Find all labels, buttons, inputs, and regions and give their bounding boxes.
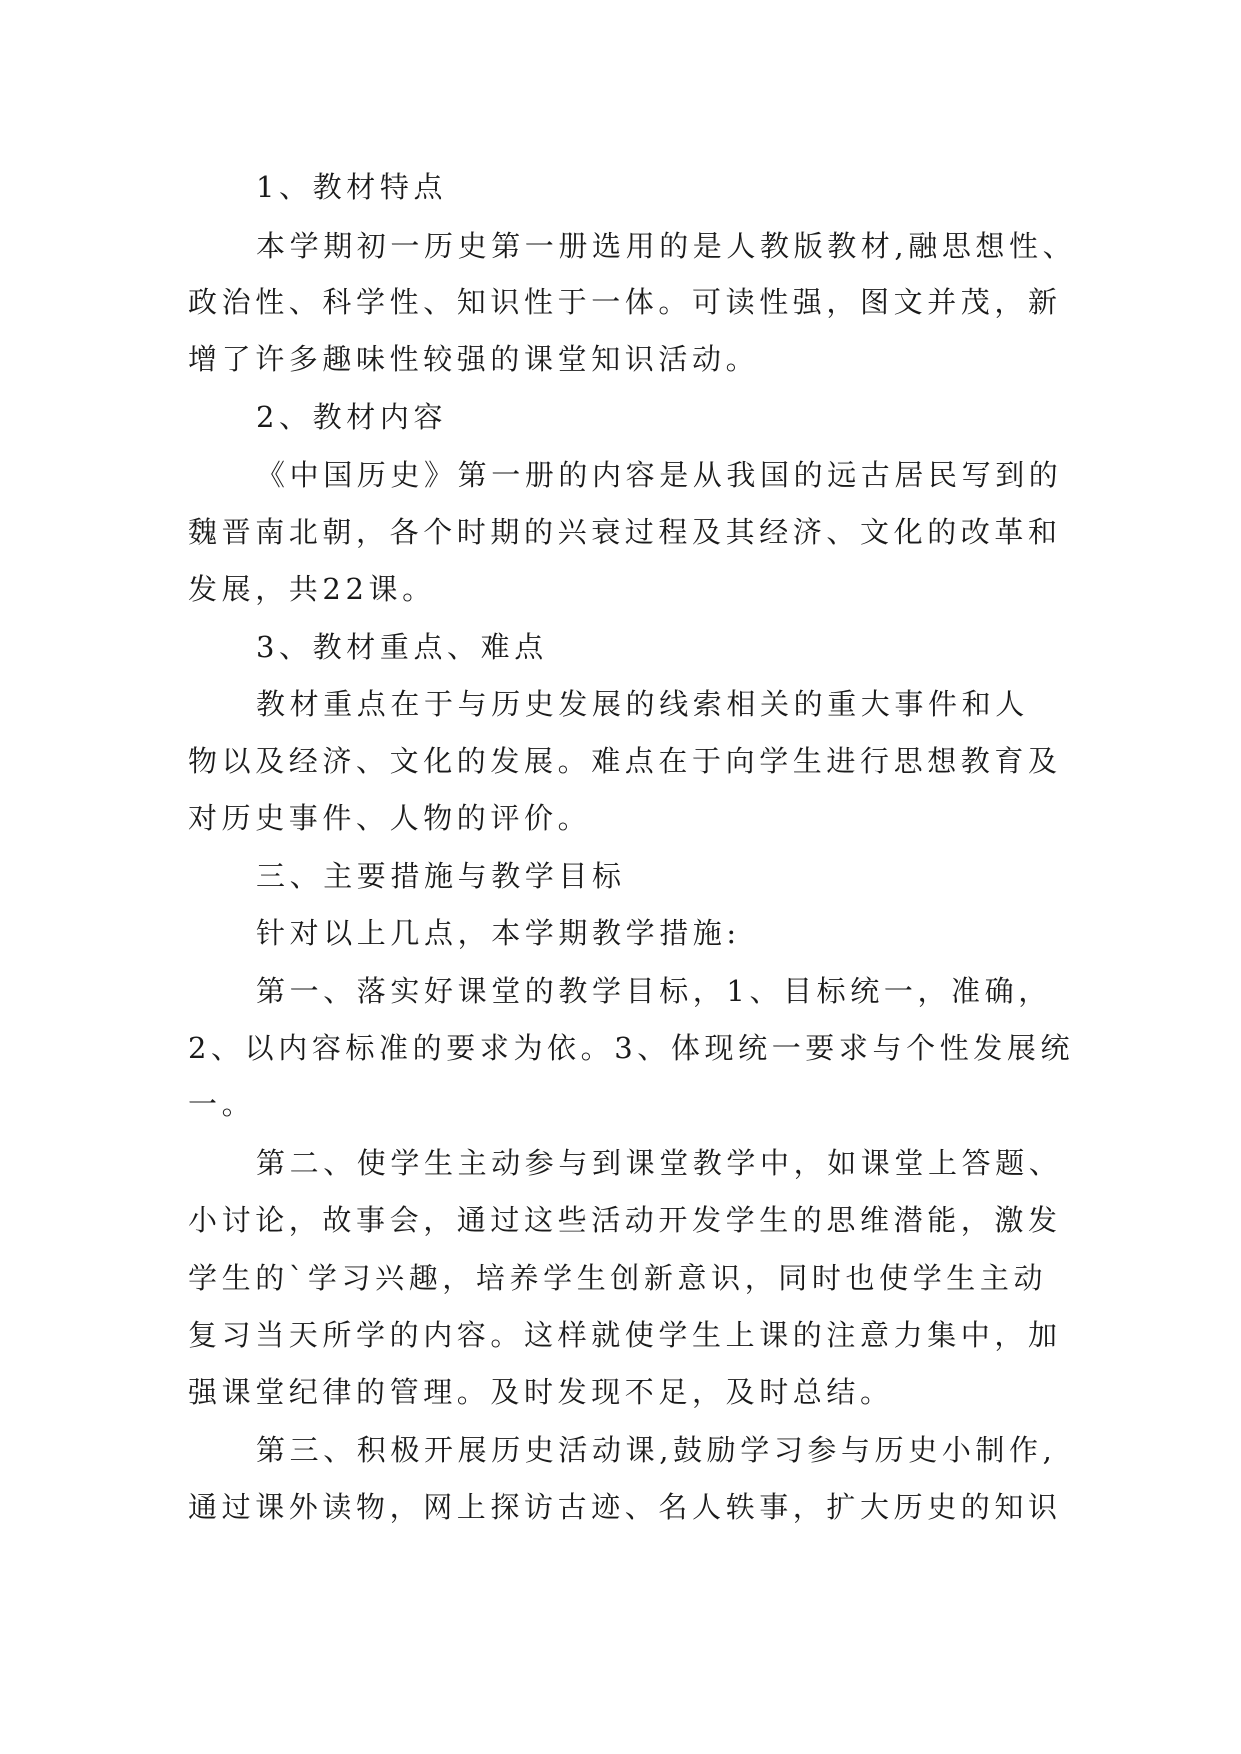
heading-key-points: 3、教材重点、难点 bbox=[256, 630, 548, 664]
paragraph-line: 魏晋南北朝，各个时期的兴衰过程及其经济、文化的改革和 bbox=[188, 515, 1062, 549]
paragraph-line: 政治性、科学性、知识性于一体。可读性强，图文并茂，新 bbox=[188, 285, 1062, 319]
paragraph-line: 第三、积极开展历史活动课,鼓励学习参与历史小制作, bbox=[256, 1433, 1057, 1467]
paragraph-line: 针对以上几点，本学期教学措施: bbox=[256, 916, 741, 950]
paragraph-line: 物以及经济、文化的发展。难点在于向学生进行思想教育及 bbox=[188, 744, 1062, 778]
paragraph-line: 一。 bbox=[188, 1087, 256, 1121]
paragraph-line: 增了许多趣味性较强的课堂知识活动。 bbox=[188, 342, 760, 376]
paragraph-line: 《中国历史》第一册的内容是从我国的远古居民写到的 bbox=[256, 458, 1063, 492]
heading-textbook-features: 1、教材特点 bbox=[256, 170, 448, 204]
paragraph-line: 对历史事件、人物的评价。 bbox=[188, 801, 592, 835]
paragraph-line: 2、以内容标准的要求为依。3、体现统一要求与个性发展统 bbox=[188, 1031, 1075, 1065]
paragraph-line: 本学期初一历史第一册选用的是人教版教材,融思想性、 bbox=[256, 229, 1077, 263]
paragraph-line: 通过课外读物，网上探访古迹、名人轶事，扩大历史的知识 bbox=[188, 1490, 1062, 1524]
paragraph-line: 发展，共22课。 bbox=[188, 572, 436, 606]
paragraph-line: 第一、落实好课堂的教学目标，1、目标统一，准确， bbox=[256, 974, 1052, 1008]
paragraph-line: 教材重点在于与历史发展的线索相关的重大事件和人 bbox=[256, 687, 1029, 721]
paragraph-line: 学生的`学习兴趣，培养学生创新意识，同时也使学生主动 bbox=[188, 1261, 1048, 1295]
paragraph-line: 强课堂纪律的管理。及时发现不足，及时总结。 bbox=[188, 1375, 894, 1409]
paragraph-line: 小讨论，故事会，通过这些活动开发学生的思维潜能，激发 bbox=[188, 1203, 1062, 1237]
paragraph-line: 第二、使学生主动参与到课堂教学中，如课堂上答题、 bbox=[256, 1146, 1063, 1180]
paragraph-line: 复习当天所学的内容。这样就使学生上课的注意力集中，加 bbox=[188, 1318, 1062, 1352]
heading-textbook-content: 2、教材内容 bbox=[256, 400, 448, 434]
heading-main-measures: 三、主要措施与教学目标 bbox=[256, 859, 626, 893]
